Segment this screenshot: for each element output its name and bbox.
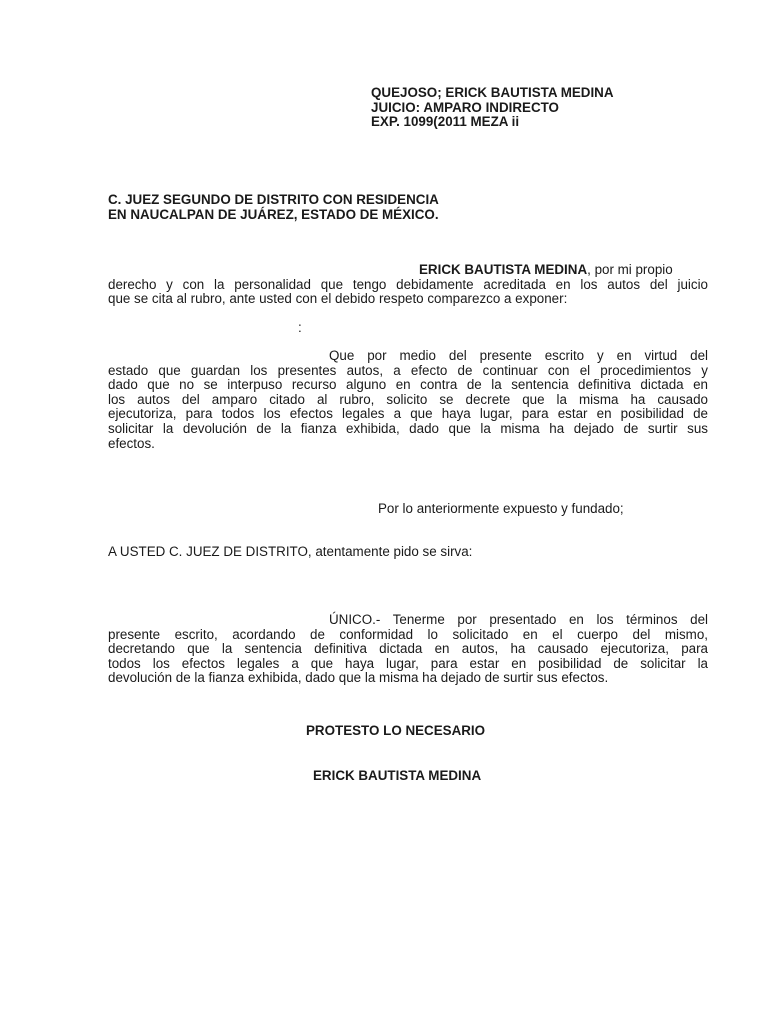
request-intro: A USTED C. JUEZ DE DISTRITO, atentamente pido se sirva: — [108, 544, 473, 559]
body1-line-3: dado que no se interpuso recurso alguno en contra de la sentencia definitiva dictada en — [108, 377, 708, 393]
body2-line-2: presente escrito, acordando de conformidad lo solicitado en el cuerpo del mismo, — [108, 626, 708, 642]
body1-line-2: estado que guardan los presentes autos, a efecto de continuar con el procedimientos y — [108, 362, 708, 378]
colon-mark: : — [298, 320, 302, 335]
intro-name: ERICK BAUTISTA MEDINA — [419, 262, 588, 277]
body1-line-4: los autos del amparo citado al rubro, solicito se decrete que la misma ha causado — [108, 391, 708, 407]
intro-line-3: que se cita al rubro, ante usted con el debido respeto comparezco a exponer: — [108, 291, 568, 307]
signature-name: ERICK BAUTISTA MEDINA — [313, 768, 482, 783]
intro-line-1 — [108, 263, 708, 278]
addressee-line-2: EN NAUCALPAN DE JUÁREZ, ESTADO DE MÉXICO. — [108, 206, 439, 222]
intro-paragraph — [108, 263, 708, 307]
body1-line-7: efectos. — [108, 435, 155, 451]
body2-line-3: decretando que la sentencia definitiva dictada en autos, ha causado ejecutoriza, para — [108, 641, 708, 657]
body2-line-4: todos los efectos legales a que haya lugar, para estar en posibilidad de solicitar la — [108, 655, 708, 671]
body-paragraph-1 — [108, 349, 708, 451]
header-expediente: EXP. 1099(2011 MEZA ii — [371, 114, 520, 130]
header-juicio: JUICIO: AMPARO INDIRECTO — [371, 99, 559, 115]
addressee — [108, 193, 439, 222]
body1-line-1: Que por medio del presente escrito y en virtud del — [329, 348, 708, 363]
intro-line-2: derecho y con la personalidad que tengo debidamente acreditada en los autos del juicio — [108, 276, 708, 292]
protest-line: PROTESTO LO NECESARIO — [306, 723, 486, 738]
body1-line-5: ejecutoriza, para todos los efectos legales a que haya lugar, para estar en posibilidad de — [108, 406, 708, 422]
intro-tail: , por mi propio — [587, 262, 673, 277]
body1-line-6: solicitar la devolución de la fianza exhibida, dado que la misma ha dejado de surtir sus — [108, 420, 708, 436]
body2-line-5: devolución de la fianza exhibida, dado que la misma ha dejado de surtir sus efectos. — [108, 670, 609, 686]
case-header — [371, 86, 614, 130]
closing-intro: Por lo anteriormente expuesto y fundado; — [378, 501, 624, 516]
body-paragraph-2 — [108, 613, 708, 686]
header-quejoso: QUEJOSO; ERICK BAUTISTA MEDINA — [371, 85, 614, 100]
addressee-line-1: C. JUEZ SEGUNDO DE DISTRITO CON RESIDENCIA — [108, 192, 439, 207]
body2-line-1: ÚNICO.- Tenerme por presentado en los términos del — [329, 612, 708, 627]
